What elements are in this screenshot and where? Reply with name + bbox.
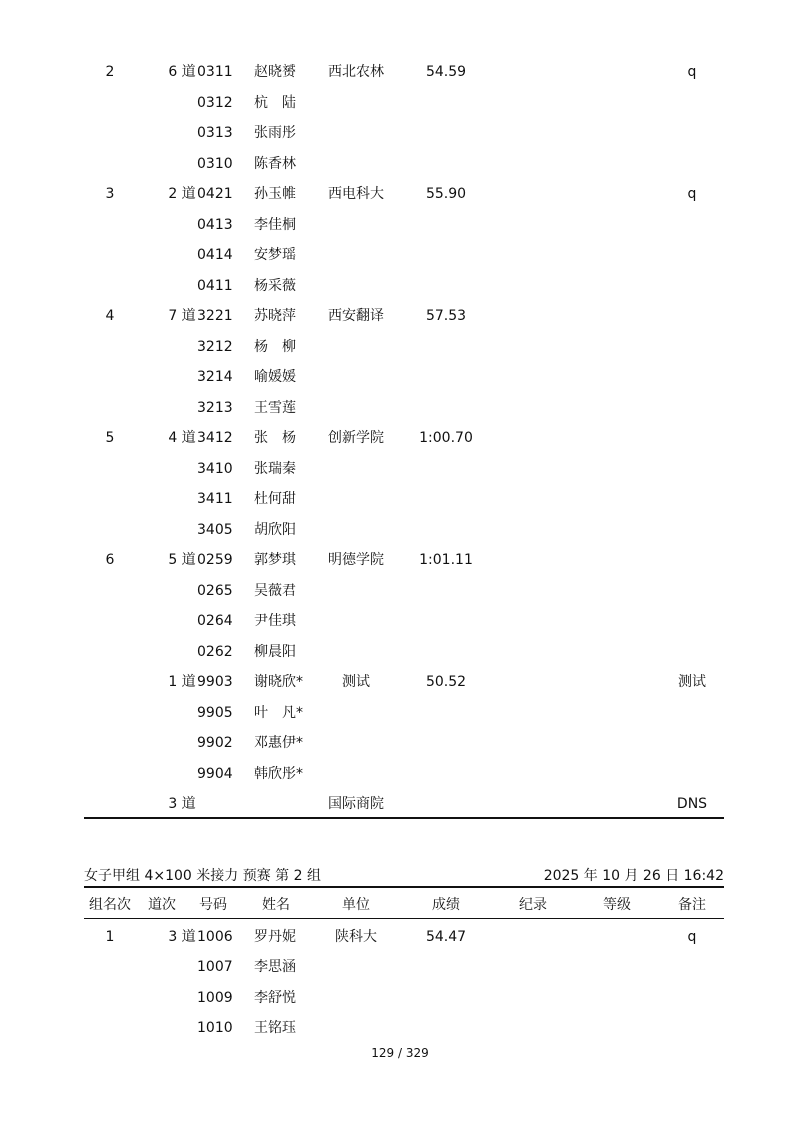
team-rank: 1 (105, 929, 115, 945)
team-result: 50.52 (425, 674, 467, 690)
team-lane: 4 道 (168, 430, 196, 446)
member-bib: 0264 (197, 613, 233, 629)
member-bib: 3214 (197, 369, 233, 385)
team-lane: 1 道 (168, 674, 196, 690)
table-bottom-rule (84, 817, 724, 819)
team-name: 西电科大 (328, 186, 384, 202)
team-rank: 6 (105, 552, 115, 568)
member-name: 邓惠伊* (254, 735, 303, 751)
member-name: 张 杨 (254, 430, 296, 446)
member-name: 杨采薇 (254, 277, 296, 294)
table-row-team (0, 61, 800, 83)
col-rank: 组名次 (89, 897, 131, 913)
table-row-member (0, 397, 800, 419)
team-lane: 7 道 (168, 308, 196, 324)
table-row-member (0, 610, 800, 632)
team-name: 西北农林 (328, 64, 384, 80)
event-title: 女子甲组 4×100 米接力 预赛 第 2 组 (84, 868, 321, 884)
col-record: 纪录 (519, 897, 547, 913)
member-bib: 3412 (197, 430, 233, 446)
team-name: 陕科大 (335, 929, 377, 945)
team-note: 测试 (678, 674, 706, 690)
member-name: 杜何甜 (254, 491, 296, 507)
member-name: 杭 陆 (254, 94, 296, 111)
team-name: 测试 (342, 674, 370, 690)
member-bib: 0262 (197, 643, 233, 660)
col-grade: 等级 (603, 897, 631, 913)
member-name: 张瑞秦 (254, 460, 296, 477)
table-row-member (0, 956, 800, 978)
team-note: q (687, 929, 697, 945)
member-bib: 0421 (197, 186, 233, 202)
team-result: 1:00.70 (419, 430, 473, 446)
col-bib: 号码 (199, 897, 227, 913)
member-bib: 1007 (197, 959, 233, 976)
table-row-team (0, 305, 800, 327)
member-name: 谢晓欣* (254, 674, 303, 690)
member-name: 罗丹妮 (254, 929, 296, 945)
event-datetime: 2025 年 10 月 26 日 16:42 (543, 868, 724, 884)
member-name: 郭梦琪 (254, 552, 296, 568)
col-note: 备注 (678, 897, 706, 913)
member-bib: 0413 (197, 216, 233, 233)
header-bottom-rule (84, 918, 724, 919)
member-name: 胡欣阳 (254, 521, 296, 538)
table-row-member (0, 153, 800, 175)
team-lane: 3 道 (168, 929, 196, 945)
member-name: 赵晓赟 (254, 64, 296, 80)
table-row-team (0, 926, 800, 948)
member-bib: 3212 (197, 338, 233, 355)
member-bib: 3411 (197, 491, 233, 507)
col-lane: 道次 (148, 897, 176, 913)
team-rank: 5 (105, 430, 115, 446)
table-row-member (0, 641, 800, 663)
team-rank: 3 (105, 186, 115, 202)
member-name: 张雨彤 (254, 125, 296, 141)
team-name: 创新学院 (328, 430, 384, 446)
member-bib: 0310 (197, 155, 233, 172)
team-lane: 5 道 (168, 552, 196, 568)
team-lane: 3 道 (168, 796, 196, 812)
team-lane: 6 道 (168, 64, 196, 80)
table-row-member (0, 92, 800, 114)
team-name: 明德学院 (328, 552, 384, 568)
member-name: 李思涵 (254, 959, 296, 976)
team-name: 国际商院 (328, 796, 384, 812)
member-name: 杨 柳 (254, 338, 296, 355)
table-row-team (0, 793, 800, 815)
team-note: DNS (676, 796, 708, 812)
member-bib: 9905 (197, 704, 233, 721)
member-name: 安梦瑶 (254, 247, 296, 263)
table-row-member (0, 275, 800, 297)
member-bib: 1010 (197, 1019, 233, 1036)
member-name: 喻媛媛 (254, 369, 296, 385)
member-bib: 1006 (197, 929, 233, 945)
member-bib: 0265 (197, 582, 233, 599)
table-row-member (0, 1017, 800, 1039)
member-bib: 3405 (197, 521, 233, 538)
member-bib: 0411 (197, 277, 233, 294)
member-bib: 0313 (197, 125, 233, 141)
member-name: 叶 凡* (254, 704, 303, 721)
team-lane: 2 道 (168, 186, 196, 202)
member-name: 陈香林 (254, 155, 296, 172)
member-name: 尹佳琪 (254, 613, 296, 629)
member-bib: 3221 (197, 308, 233, 324)
table-row-member (0, 987, 800, 1009)
table-row-team (0, 427, 800, 449)
table-row-member (0, 580, 800, 602)
table-row-member (0, 244, 800, 266)
page-number: 129 / 329 (371, 1046, 429, 1060)
team-result: 54.59 (425, 64, 467, 80)
member-bib: 3213 (197, 399, 233, 416)
table-row-team (0, 549, 800, 571)
table-row-member (0, 732, 800, 754)
column-header-row (0, 894, 800, 916)
member-name: 柳晨阳 (254, 643, 296, 660)
team-result: 1:01.11 (419, 552, 473, 568)
member-name: 李舒悦 (254, 989, 296, 1006)
member-bib: 0414 (197, 247, 233, 263)
team-note: q (687, 186, 697, 202)
member-bib: 0311 (197, 64, 233, 80)
member-bib: 0259 (197, 552, 233, 568)
member-name: 韩欣彤* (254, 765, 303, 782)
table-row-member (0, 366, 800, 388)
team-rank: 4 (105, 308, 115, 324)
team-note: q (687, 64, 697, 80)
team-result: 57.53 (425, 308, 467, 324)
table-row-member (0, 214, 800, 236)
table-row-member (0, 458, 800, 480)
team-rank: 2 (105, 64, 115, 80)
member-bib: 3410 (197, 460, 233, 477)
member-bib: 0312 (197, 94, 233, 111)
member-bib: 9903 (197, 674, 233, 690)
team-result: 54.47 (425, 929, 467, 945)
col-name: 姓名 (262, 897, 290, 913)
member-name: 孙玉帷 (254, 186, 296, 202)
member-name: 李佳桐 (254, 216, 296, 233)
table-row-member (0, 488, 800, 510)
member-name: 王铭珏 (254, 1019, 296, 1036)
member-bib: 9902 (197, 735, 233, 751)
table-row-member (0, 122, 800, 144)
section-header (84, 865, 724, 887)
table-row-member (0, 763, 800, 785)
member-name: 苏晓萍 (254, 308, 296, 324)
col-team: 单位 (342, 897, 370, 913)
col-result: 成绩 (432, 897, 460, 913)
member-name: 吴薇君 (254, 582, 296, 599)
member-bib: 1009 (197, 989, 233, 1006)
header-top-rule (84, 886, 724, 888)
team-result: 55.90 (425, 186, 467, 202)
member-name: 王雪莲 (254, 399, 296, 416)
team-name: 西安翻译 (328, 308, 384, 324)
table-row-member (0, 519, 800, 541)
table-row-member (0, 702, 800, 724)
table-row-team (0, 671, 800, 693)
table-row-team (0, 183, 800, 205)
member-bib: 9904 (197, 765, 233, 782)
table-row-member (0, 336, 800, 358)
